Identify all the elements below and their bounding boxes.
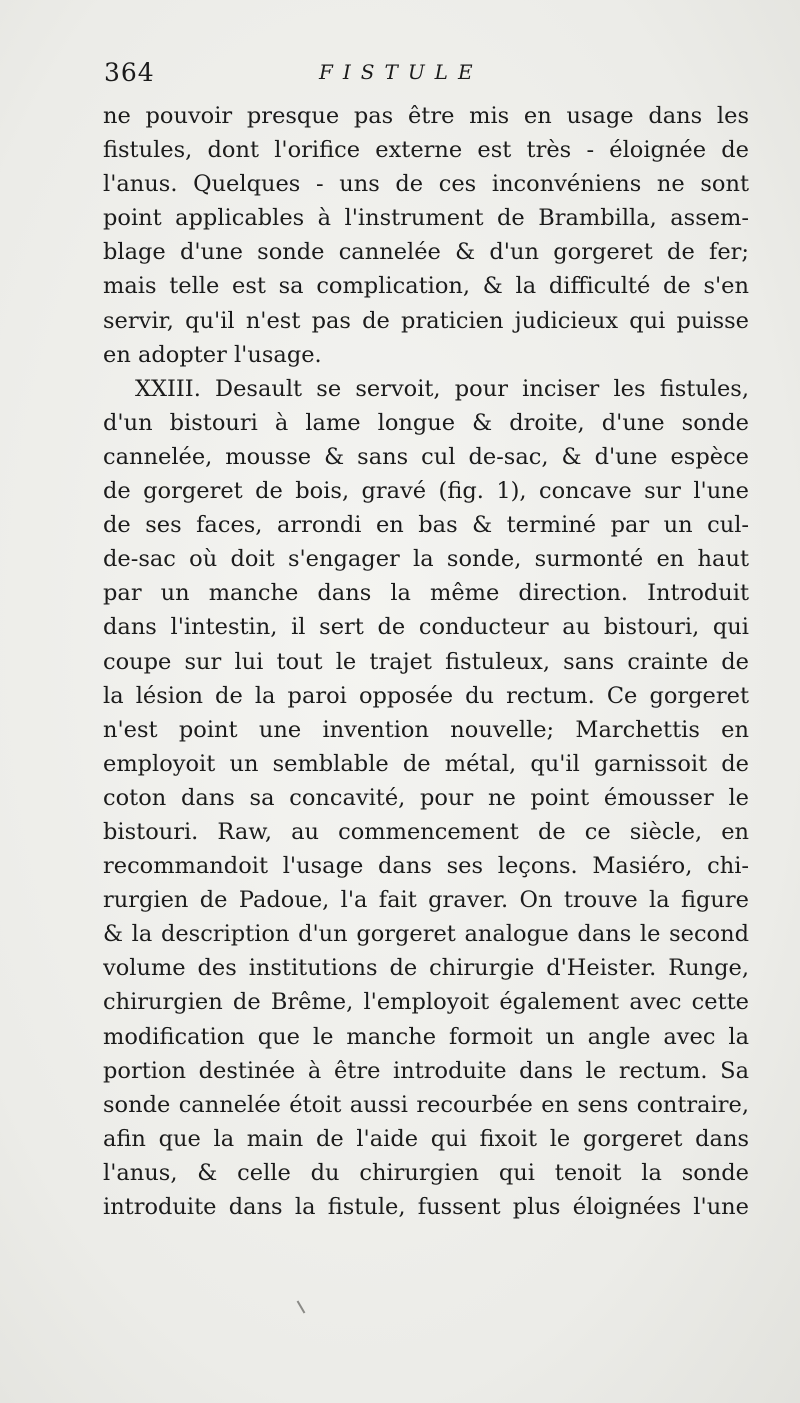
text-line: coupe sur lui tout le trajet fistuleux, sans crainte de: [103, 648, 749, 675]
text-line: blage d'une sonde cannelée & d'un gorgeret de fer;: [103, 239, 749, 266]
text-line: l'anus. Quelques - uns de ces inconvéniens ne sont: [103, 171, 749, 198]
text-line: & la description d'un gorgeret analogue dans le second: [103, 921, 749, 948]
body-text: [103, 99, 749, 1224]
text-line: fistules, dont l'orifice externe est très - éloignée de: [103, 137, 749, 164]
text-line: dans l'intestin, il sert de conducteur au bistouri, qui: [103, 614, 749, 641]
text-line: de-sac où doit s'engager la sonde, surmonté en haut: [103, 546, 749, 573]
text-line: mais telle est sa complication, & la difficulté de s'en: [103, 273, 749, 300]
text-line: point applicables à l'instrument de Brambilla, assem-: [103, 205, 749, 232]
text-line: l'anus, & celle du chirurgien qui tenoit la sonde: [103, 1159, 749, 1186]
text-line: par un manche dans la même direction. Introduit: [103, 580, 749, 607]
text-line: d'un bistouri à lame longue & droite, d'une sonde: [103, 409, 749, 436]
text-line: de ses faces, arrondi en bas & terminé par un cul-: [103, 512, 749, 539]
ink-mark: [297, 1300, 306, 1313]
text-line: rurgien de Padoue, l'a fait graver. On trouve la figure: [103, 887, 749, 914]
text-line: bistouri. Raw, au commencement de ce siècle, en: [103, 818, 749, 845]
text-line: volume des institutions de chirurgie d'Heister. Runge,: [103, 955, 749, 982]
running-title: FISTULE: [319, 60, 483, 84]
text-line: portion destinée à être introduite dans le rectum. Sa: [103, 1057, 749, 1084]
text-line: n'est point une invention nouvelle; Marchettis en: [103, 716, 749, 743]
text-line: recommandoit l'usage dans ses leçons. Masiéro, chi-: [103, 853, 749, 880]
text-line: coton dans sa concavité, pour ne point émousser le: [103, 784, 749, 811]
text-line: en adopter l'usage.: [103, 341, 322, 368]
text-line: la lésion de la paroi opposée du rectum. Ce gorgeret: [103, 682, 749, 709]
text-line: de gorgeret de bois, gravé (fig. 1), concave sur l'une: [103, 478, 749, 505]
page-header: [104, 56, 744, 96]
text-line: modification que le manche formoit un angle avec la: [103, 1023, 749, 1050]
paragraph-start-line: XXIII. Desault se servoit, pour inciser les fistules,: [135, 375, 749, 402]
text-line: afin que la main de l'aide qui fixoit le gorgeret dans: [103, 1125, 749, 1152]
text-line: cannelée, mousse & sans cul de-sac, & d'une espèce: [103, 443, 749, 470]
text-line: chirurgien de Brême, l'employoit également avec cette: [103, 989, 749, 1016]
page-number: 364: [104, 58, 155, 87]
text-line: employoit un semblable de métal, qu'il garnissoit de: [103, 750, 749, 777]
text-line: sonde cannelée étoit aussi recourbée en sens contraire,: [103, 1091, 749, 1118]
text-line: ne pouvoir presque pas être mis en usage dans les: [103, 103, 749, 129]
text-line: servir, qu'il n'est pas de praticien judicieux qui puisse: [103, 307, 749, 334]
text-line: introduite dans la fistule, fussent plus éloignées l'une: [103, 1194, 749, 1220]
